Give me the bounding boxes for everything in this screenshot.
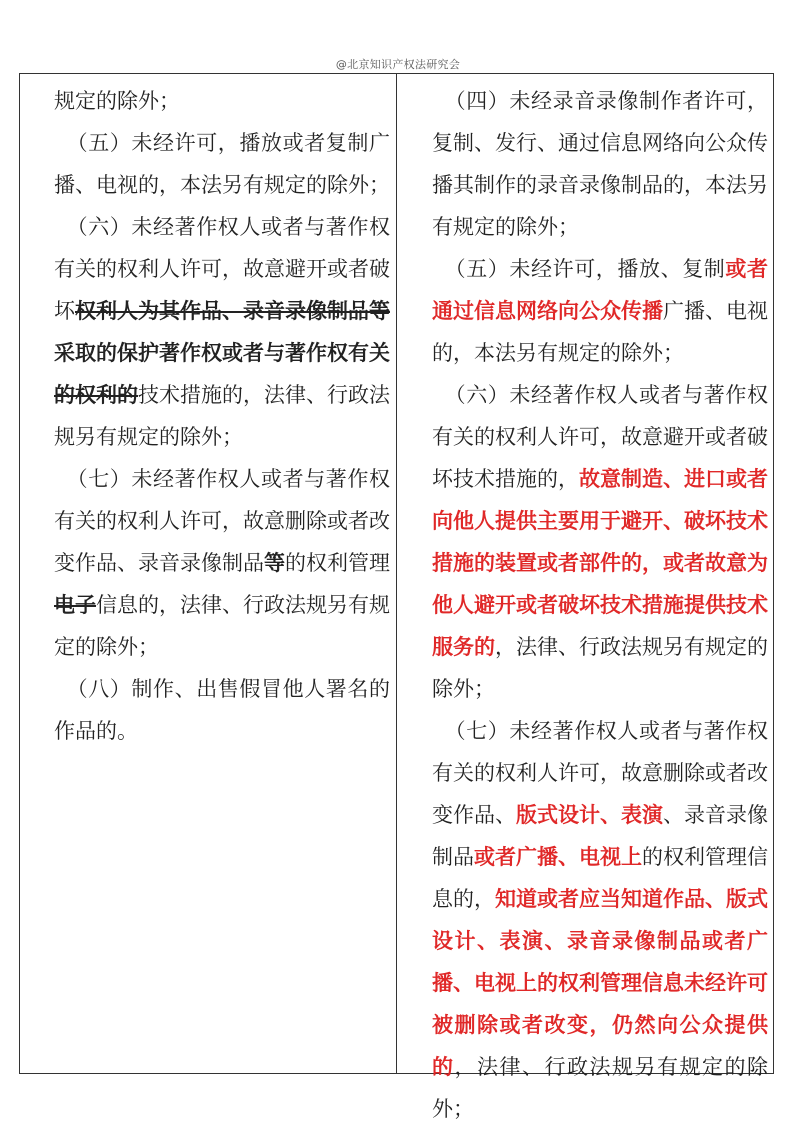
right-text: 的权利管理信息的，	[432, 845, 768, 911]
deleted-text: 电子	[54, 593, 96, 617]
left-para-1	[54, 122, 390, 206]
left-para-2	[54, 206, 390, 458]
left-text: 技术措施的，法律、行政法规另有规定的除外；	[54, 383, 390, 449]
right-text: （七）未经著作权人或者与著作权有关的权利人许可，故意删除或者改变作品、	[432, 719, 768, 827]
left-para-4	[54, 668, 390, 752]
right-text: （六）未经著作权人或者与著作权有关的权利人许可，故意避开或者破坏技术措施的，	[432, 383, 768, 491]
added-text: 或者广播、电视上	[474, 845, 642, 869]
right-text: ，法律、行政法规另有规定的除外；	[432, 635, 768, 701]
added-text: 版式设计、表演	[516, 803, 663, 827]
left-para-3	[54, 458, 390, 668]
left-text: （七）未经著作权人或者与著作权有关的权利人许可，故意删除或者改变作品、录音录像制品	[54, 467, 390, 575]
bold-text: 采取的保护著作权或者与著作权有关	[54, 341, 390, 365]
right-text: （五）未经许可，播放、复制	[444, 257, 726, 281]
added-text: 知道或者应当知道作品、版式设计、表演、录音录像制品或者广播、电视上的权利管理信息未经许可被删除或者改变，仍然向公众提供的	[432, 887, 768, 1079]
right-text: 、录音录像制品	[432, 803, 768, 869]
right-para-1	[432, 248, 768, 374]
left-column-old-law	[54, 80, 390, 752]
added-text: 或者通过信息网络向公众传播	[432, 257, 769, 323]
right-text: ，法律、行政法规另有规定的除外；	[432, 1055, 768, 1121]
right-text: （四）未经录音录像制作者许可，复制、发行、通过信息网络向公众传播其制作的录音录像制品的，本法另有规定的除外；	[432, 89, 768, 239]
right-text: 广播、电视的，本法另有规定的除外；	[432, 299, 768, 365]
right-para-3	[432, 710, 768, 1130]
bold-text: 等	[264, 551, 285, 575]
left-para-0	[54, 80, 390, 122]
left-text: （八）制作、出售假冒他人署名的作品的。	[54, 677, 390, 743]
added-text: 故意制造、进口或者向他人提供主要用于避开、破坏技术措施的装置或者部件的，或者故意为他人避开或者破坏技术措施提供技术服务的	[432, 467, 768, 659]
left-text: 信息的，法律、行政法规另有规定的除外；	[54, 593, 390, 659]
left-text: （六）未经著作权人或者与著作权有关的权利人许可，故意避开或者破坏	[54, 215, 390, 323]
right-column-new-law	[432, 80, 768, 1130]
right-para-0	[432, 80, 768, 248]
comparison-table	[19, 73, 774, 1121]
left-text: （五）未经许可，播放或者复制广播、电视的，本法另有规定的除外；	[54, 131, 390, 197]
deleted-text: 的权利的	[54, 383, 138, 407]
left-text: 的权利管理	[285, 551, 390, 575]
left-text: 规定的除外；	[54, 89, 180, 113]
column-divider	[396, 74, 397, 1073]
watermark-text: @北京知识产权法研究会	[335, 58, 461, 71]
deleted-text: 权利人为其作品、录音录像制品等	[75, 299, 390, 323]
right-para-2	[432, 374, 768, 710]
